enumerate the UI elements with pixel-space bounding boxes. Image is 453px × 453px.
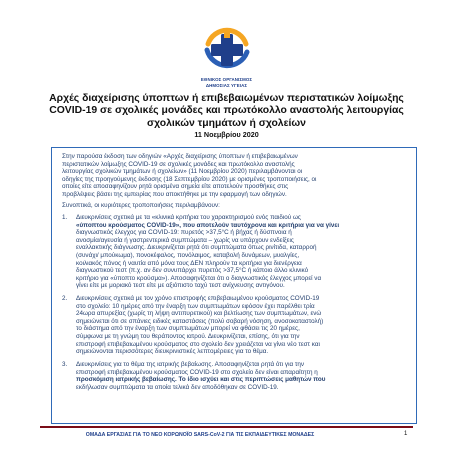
- document-date: 11 Νοεμβρίου 2020: [194, 130, 259, 139]
- item-line: επιστροφή επιβεβαιωμένου κρούσματος COVID-19 στο σχολείο δεν είναι απαραίτητη η: [76, 368, 318, 376]
- footer-rule: [40, 426, 413, 428]
- item-line: «ύποπτου κρούσματος COVID-19», που αποτελούν ταυτόχρονα και κριτήρια για να γίνει: [76, 221, 340, 229]
- item-line: διαγνωστικός έλεγχος για COVID-19: πυρετός >37,5°C ή βήχας ή δύσπνοια ή: [76, 229, 292, 237]
- item-line: το διάστημα από την έναρξη των συμπτωμάτων μπορεί να φθάσει τις 20 ημέρες,: [76, 325, 300, 333]
- footer-text: ΟΜΑΔΑ ΕΡΓΑΣΙΑΣ ΓΙΑ ΤΟ ΝΕΟ ΚΟΡΩΝΟΪΟ SARS-CoV-2 ΓΙΑ ΤΙΣ ΕΚΠΑΙΔΕΥΤΙΚΕΣ ΜΟΝΑΔΕΣ: [85, 432, 315, 438]
- org-name-line1: ΕΘΝΙΚΟΣ ΟΡΓΑΝΙΣΜΟΣ: [200, 77, 253, 82]
- item-line: προσκόμιση ιατρικής βεβαίωσης. Το ίδιο ισχύει και στις περιπτώσεις μαθητών που: [76, 376, 326, 384]
- item-line: εκδήλωσαν συμπτώματα τα οποία τελικά δεν αποδόθηκαν σε COVID-19.: [76, 383, 279, 391]
- intro-line: περιστατικών λοίμωξης COVID-19 σε σχολικές μονάδες και πρωτόκολλο αναστολής: [62, 160, 295, 168]
- title-line2: COVID-19 σε σχολικές μονάδες και πρωτόκολλο αναστολής λειτουργίας: [49, 105, 404, 117]
- title-line3: σχολικών τμημάτων ή σχολείων: [147, 117, 306, 129]
- org-name: [160, 77, 293, 88]
- item-line: Διευκρινίσεις σχετικά με τον χρόνο επιστροφής επιβεβαιωμένου κρούσματος COVID-19: [76, 295, 320, 302]
- item-line: ανοσμία/αγευσία ή γαστρεντερικά συμπτώματα – χωρίς να υπάρχουν ενδείξεις: [76, 236, 294, 244]
- item-line: επιστροφή επιβεβαιωμένου κρούσματος στο σχολείο δεν χρειάζεται να γίνει νέο τεστ και: [76, 340, 320, 348]
- item-line: γίνει είτε με μοριακό τεστ είτε με αξιόπιστο ταχύ τεστ ανίχνευσης αντιγόνου.: [76, 282, 285, 290]
- item-line: σημειώνεται ότι σε σπάνιες ειδικές καταστάσεις (πολύ σοβαρή νόσηση, ανοσοκαταστολή): [76, 317, 324, 325]
- intro-line: προβλέψεις βάσει της εμπειρίας που αποκτήθηκε με την εφαρμογή των οδηγιών.: [62, 190, 287, 198]
- item-text: [76, 361, 325, 391]
- item-number: 1.: [62, 214, 68, 221]
- item-line: Διευκρινίσεις σχετικά με τα «κλινικά κριτήρια του χαρακτηρισμού ενός παιδιού ως: [76, 214, 301, 221]
- summary-heading: Συνοπτικά, οι κυριότερες τροποποιήσεις περιλαμβάνουν:: [62, 201, 220, 209]
- item-line: 24ωρα απυρεξίας (χωρίς τη λήψη αντιπυρετικού) και βελτίωσης των συμπτωμάτων, ενώ: [76, 310, 322, 318]
- item-line: κριτήριο για «ύποπτο κρούσμα»). Αποσαφηνίζεται ότι ο διαγνωστικός έλεγχος μπορεί να: [76, 274, 322, 282]
- item-line: εναλλακτικής διάγνωσης. Διευκρινίζεται ρητά ότι συμπτώματα όπως ρινίτιδα, καταρροή: [76, 244, 317, 252]
- item-line: κοιλιακός πόνος ή ναυτία από μόνα τους ΔΕΝ πληρούν τα κριτήρια για διενέργεια: [76, 259, 302, 267]
- item-line: σημειώνονται περισσότερες διευκρινιστικές λεπτομέρειες για το θέμα.: [76, 348, 269, 356]
- item-number: 3.: [62, 361, 68, 368]
- item-line: σύμφωνα με τη γνώμη του θεράποντος ιατρού. Διευκρινίζεται, επίσης, ότι για την: [76, 332, 300, 340]
- title-line1: Αρχές διαχείρισης ύποπτων ή επιβεβαιωμένων περιστατικών λοίμωξης: [49, 93, 404, 104]
- item-line: στο σχολείο: 10 ημέρες από την έναρξη των συμπτωμάτων εφόσον έχει παρέλθει τρία: [76, 302, 315, 310]
- page-number: 1: [404, 431, 408, 437]
- item-text: [76, 295, 323, 356]
- intro-line: Στην παρούσα έκδοση των οδηγιών «Αρχές διαχείρισης ύποπτων ή επιβεβαιωμένων: [62, 153, 298, 160]
- document-title: [40, 93, 413, 130]
- item-number: 2.: [62, 295, 68, 302]
- eody-logo-icon: [194, 22, 260, 80]
- intro-paragraph: [62, 153, 412, 209]
- intro-line: λειτουργίας σχολικών τμημάτων ή σχολείων» (11 Νοεμβρίου 2020) περιλαμβάνονται οι: [62, 168, 303, 176]
- intro-line: οποίες είτε αποσαφηνίζουν ρητά ορισμένα σημεία είτε αποτελούν προσθήκες στις: [62, 183, 289, 191]
- item-line: Διευκρινίσεις για το θέμα της ιατρικής βεβαίωσης. Αποσαφηνίζεται ρητά ότι για την: [76, 361, 305, 368]
- intro-line: οδηγίες της προηγούμενης έκδοσης (18 Σεπτεμβρίου 2020) με ορισμένες τροποποιήσεις, οι: [62, 175, 317, 183]
- org-name-line2: ΔΗΜΟΣΙΑΣ ΥΓΕΙΑΣ: [205, 82, 248, 88]
- item-text: [76, 214, 339, 290]
- item-line: διαγνωστικού τεστ (π.χ. αν δεν συνυπάρχει πυρετός >37,5°C ή κάποιο άλλο κλινικό: [76, 267, 309, 275]
- item-line: (συνάχι/ μπούκωμα), πονοκέφαλος, πονόλαιμος, καταβολή δυνάμεων, μυαλγίες,: [76, 251, 300, 259]
